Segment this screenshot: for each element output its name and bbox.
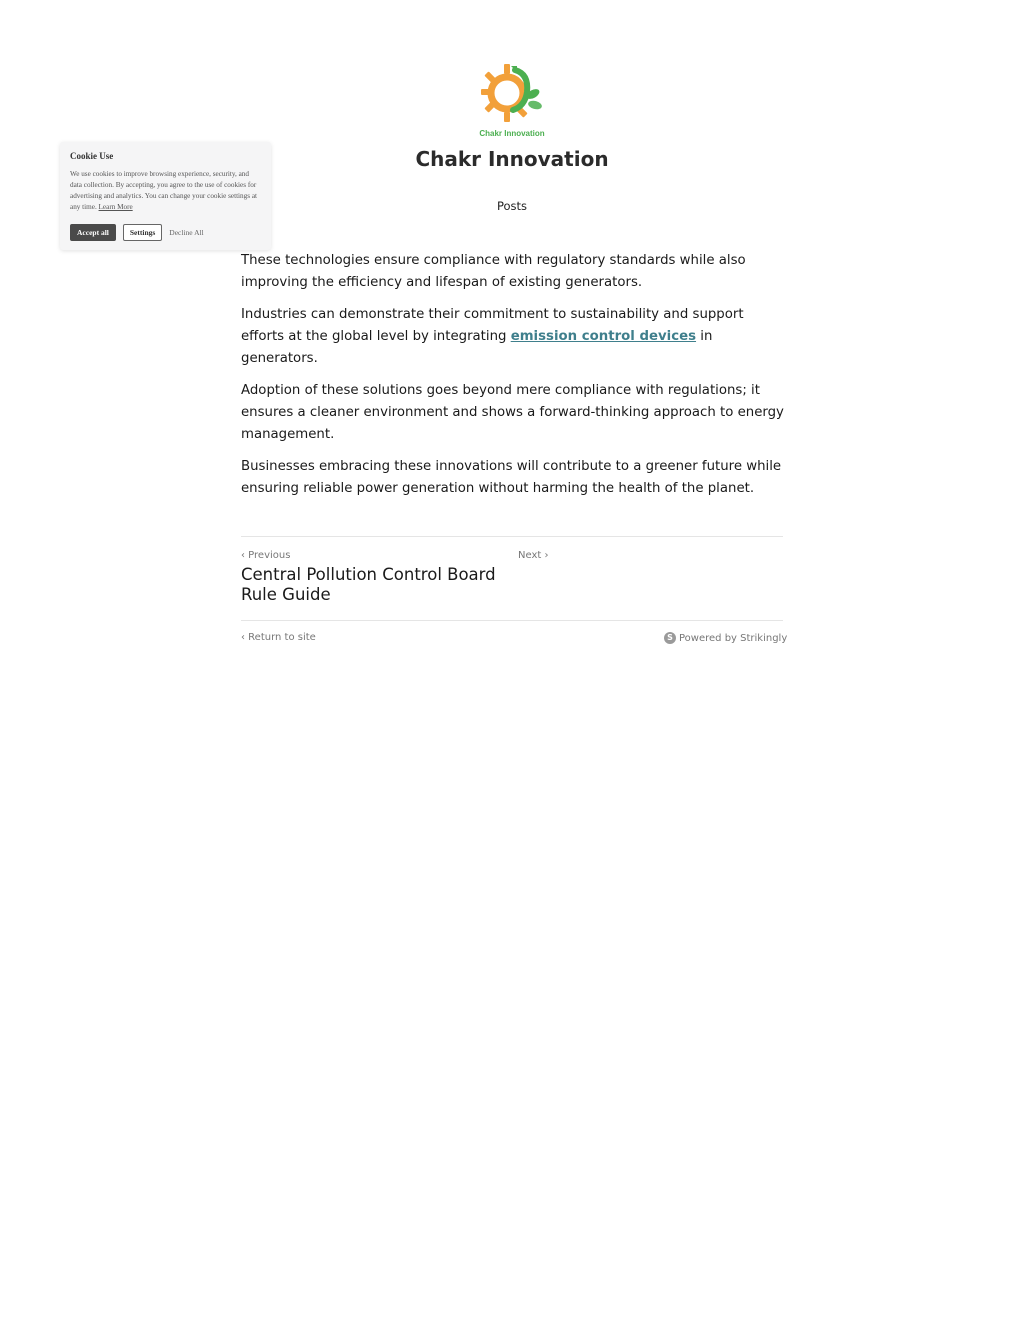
next-post-link[interactable]: Next ›	[518, 550, 549, 561]
post-nav-divider-bottom	[241, 620, 783, 621]
cookie-banner-text	[70, 169, 261, 213]
article-paragraph-1: These technologies ensure compliance with regulatory standards while also improving the efficiency and lifespan of existing generators.	[241, 253, 746, 290]
learn-more-link[interactable]: Learn More	[98, 203, 133, 211]
nav-posts-link[interactable]: Posts	[496, 199, 528, 213]
accept-all-button[interactable]: Accept all	[70, 224, 116, 241]
logo-sun-gear-icon	[477, 62, 547, 128]
return-to-site-link[interactable]: ‹ Return to site	[241, 632, 316, 643]
site-logo[interactable]	[470, 62, 554, 140]
article-body	[241, 250, 786, 510]
site-title[interactable]: Chakr Innovation	[415, 147, 609, 171]
strikingly-logo-icon: S	[664, 632, 676, 644]
article-paragraph-3: Adoption of these solutions goes beyond mere compliance with regulations; it ensures a cleaner environment and shows a forward-thinking approach to energy management.	[241, 383, 784, 442]
previous-post-title[interactable]: Central Pollution Control Board Rule Guide	[241, 565, 496, 604]
cookie-settings-button[interactable]: Settings	[123, 224, 162, 241]
decline-all-button[interactable]: Decline All	[169, 228, 204, 237]
emission-control-devices-link[interactable]: emission control devices	[510, 329, 697, 344]
cookie-buttons	[70, 224, 204, 241]
cookie-banner	[60, 142, 271, 250]
powered-by-strikingly-link[interactable]	[664, 632, 787, 644]
article-paragraph-2	[241, 304, 786, 370]
logo-caption: Chakr Innovation	[479, 129, 545, 138]
powered-by-label: Powered by Strikingly	[679, 632, 788, 644]
post-nav-divider-top	[241, 536, 783, 537]
cookie-description: We use cookies to improve browsing experience, security, and data collection. By accepting, you agree to the use of cookies for advertising and analytics. You can change your cookie settings at any time.	[70, 170, 258, 211]
previous-post-link[interactable]: ‹ Previous	[241, 550, 291, 561]
paragraph-text: Industries can demonstrate their commitment to sustainability and support efforts at the global level by integrating	[241, 307, 744, 344]
article-paragraph-4: Businesses embracing these innovations will contribute to a greener future while ensuring reliable power generation without harming the health of the planet.	[241, 459, 782, 496]
cookie-banner-title: Cookie Use	[70, 151, 114, 161]
paragraph-text: in generators.	[241, 329, 713, 366]
